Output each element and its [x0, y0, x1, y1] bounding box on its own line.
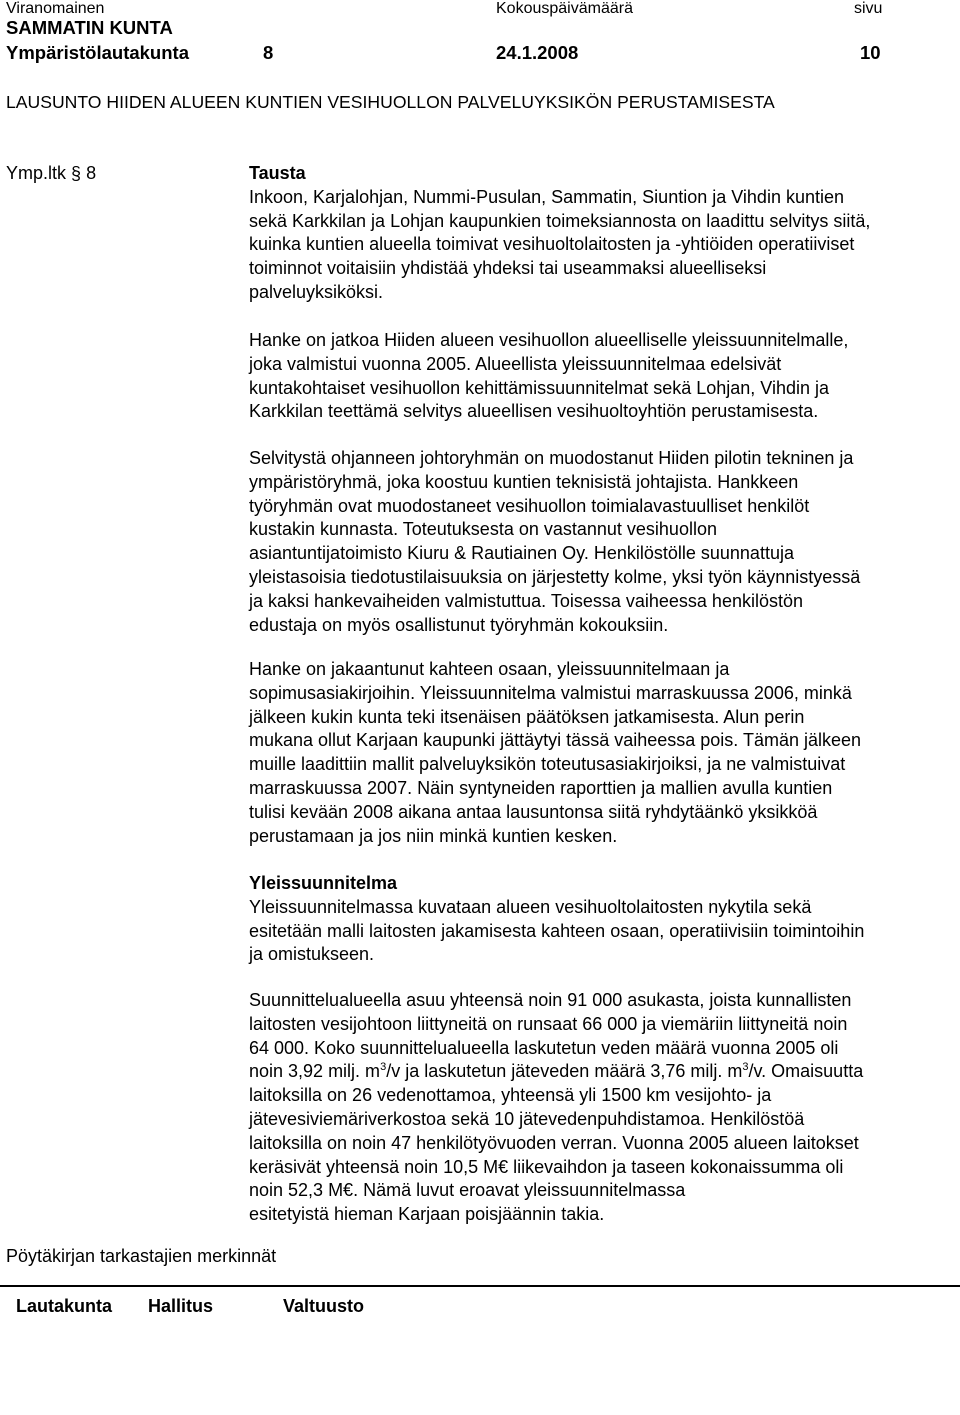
header-section-number: 8 — [263, 42, 274, 63]
paragraph-line: perustamaan ja jos niin minkä kuntien kesken. — [249, 825, 618, 846]
paragraph-line: kuntakohtaiset vesihuollon kehittämissuunnitelmat sekä Lohjan, Vihdin ja — [249, 377, 830, 398]
superscript: 3 — [742, 1061, 749, 1074]
header-page-number: 10 — [860, 42, 881, 63]
header-authority-label: Viranomainen — [6, 0, 105, 17]
footer-reviewer-notes-label: Pöytäkirjan tarkastajien merkinnät — [6, 1246, 277, 1266]
paragraph-line: sekä Karkkilan ja Lohjan kaupunkien toimeksiannosta on laadittu selvitys siitä, — [249, 210, 871, 231]
paragraph-line: esitetään malli laitosten jakamisesta kahteen osaan, operatiivisiin toimintoihin — [249, 920, 865, 941]
superscript: 3 — [380, 1061, 387, 1074]
paragraph-line: Yleissuunnitelmassa kuvataan alueen vesihuoltolaitosten nykytila sekä — [249, 896, 812, 917]
paragraph-line: jälkeen kukin kunta teki itsenäisen päätöksen jatkamisesta. Alun perin — [249, 706, 805, 727]
header-date-label: Kokouspäivämäärä — [496, 0, 633, 17]
section-yleissuunnitelma — [249, 872, 955, 967]
paragraph-line: jätevesiviemäriverkostoa sekä 10 jätevedenpuhdistamoa. Henkilöstöä — [249, 1108, 805, 1129]
paragraph-line: laitoksilla on noin 47 henkilötyövuoden verran. Vuonna 2005 alueen laitokset — [249, 1132, 859, 1153]
paragraph-line: muille laadittiin mallit palveluyksikön toteutusasiakirjoiksi, ja ne valmistuivat — [249, 754, 846, 775]
footer-column-hallitus: Hallitus — [148, 1296, 214, 1316]
paragraph-yleissuunnitelma-2 — [249, 989, 955, 1227]
paragraph-line: asiantuntijatoimisto Kiuru & Rautiainen Oy. Henkilöstölle suunnattuja — [249, 543, 794, 564]
paragraph-line: tulisi kevään 2008 aikana antaa lausuntonsa siitä ryhdytäänkö yksikköä — [249, 801, 818, 822]
section-tausta — [249, 162, 955, 305]
paragraph-line: yleistasoisia tiedotustilaisuuksia on järjestetty kolme, yksi työn käynnistyessä — [249, 566, 861, 587]
paragraph-line: esitetyistä hieman Karjaan poisjäännin takia. — [249, 1204, 605, 1225]
reference-prefix: Ymp.ltk — [6, 163, 67, 183]
paragraph-line: toiminnot voitaisiin yhdistää yhdeksi tai useammaksi alueelliseksi — [249, 258, 767, 279]
text-run: /v ja laskutetun jäteveden määrä 3,76 milj. m — [386, 1061, 743, 1082]
paragraph-line — [249, 1060, 955, 1084]
section-heading-yleissuunnitelma: Yleissuunnitelma — [249, 873, 398, 893]
section-reference — [6, 163, 96, 184]
paragraph-line: palveluyksiköksi. — [249, 281, 384, 302]
reference-number: 8 — [86, 163, 97, 183]
paragraph-line: 64 000. Koko suunnittelualueella laskutetun veden määrä vuonna 2005 oli — [249, 1037, 839, 1058]
paragraph-tausta-3 — [249, 447, 955, 637]
paragraph-line: noin 52,3 M€. Nämä luvut eroavat yleissuunnitelmassa — [249, 1180, 686, 1201]
header-organization: SAMMATIN KUNTA — [6, 17, 173, 38]
paragraph-line: Karkkilan teettämä selvitys alueellisen vesihuoltoyhtiön perustamisesta. — [249, 401, 819, 422]
paragraph-tausta-2 — [249, 329, 955, 424]
text-run: noin 3,92 milj. m — [249, 1061, 381, 1082]
footer-column-valtuusto: Valtuusto — [283, 1296, 365, 1316]
section-symbol: § — [71, 162, 82, 184]
footer-column-lautakunta: Lautakunta — [16, 1296, 113, 1316]
section-heading-tausta: Tausta — [249, 163, 306, 183]
paragraph-line: ja kaksi hankevaiheiden valmistuttua. Toisessa vaiheessa henkilöstön — [249, 590, 803, 611]
paragraph-line: mukana ollut Karjaan kaupunki jättäytyi tässä vaiheessa pois. Tämän jälkeen — [249, 730, 862, 751]
paragraph-line: keräsivät yhteensä noin 10,5 M€ liikevaihdon ja taseen kokonaissumma oli — [249, 1156, 844, 1177]
paragraph-line: joka valmistui vuonna 2005. Alueellista yleissuunnitelmaa edelsivät — [249, 353, 782, 374]
header-board: Ympäristölautakunta — [6, 42, 189, 63]
paragraph-line: Hanke on jatkoa Hiiden alueen vesihuollon alueelliselle yleissuunnitelmalle, — [249, 330, 849, 350]
header-meeting-date: 24.1.2008 — [496, 42, 579, 63]
paragraph-line: Suunnittelualueella asuu yhteensä noin 91 000 asukasta, joista kunnallisten — [249, 990, 852, 1010]
paragraph-line: kuinka kuntien alueella toimivat vesihuoltolaitosten ja -yhtiöiden operatiiviset — [249, 234, 855, 255]
paragraph-line: Inkoon, Karjalohjan, Nummi-Pusulan, Sammatin, Siuntion ja Vihdin kuntien — [249, 186, 844, 207]
header-page-label: sivu — [854, 0, 883, 17]
paragraph-line: Hanke on jakaantunut kahteen osaan, yleissuunnitelmaan ja — [249, 659, 730, 679]
text-run: /v. Omaisuutta — [748, 1061, 864, 1082]
paragraph-line: laitoksilla on 26 vedenottamoa, yhteensä yli 1500 km vesijohto- ja — [249, 1085, 772, 1106]
paragraph-line: sopimusasiakirjoihin. Yleissuunnitelma valmistui marraskuussa 2006, minkä — [249, 682, 852, 703]
paragraph-line: edustaja on myös osallistunut työryhmän kokouksiin. — [249, 614, 669, 635]
paragraph-tausta-4 — [249, 658, 955, 848]
paragraph-line: kustakin kunnasta. Toteutuksesta on vastannut vesihuollon — [249, 519, 717, 540]
paragraph-line: ja omistukseen. — [249, 944, 375, 965]
paragraph-line: marraskuussa 2007. Näin syntyneiden raporttien ja mallien avulla kuntien — [249, 777, 833, 798]
document-title: LAUSUNTO HIIDEN ALUEEN KUNTIEN VESIHUOLLON PALVELUYKSIKÖN PERUSTAMISESTA — [6, 92, 775, 112]
paragraph-line: Selvitystä ohjanneen johtoryhmän on muodostanut Hiiden pilotin tekninen ja — [249, 448, 854, 468]
paragraph-line: työryhmän ovat muodostaneet vesihuollon toimialavastuulliset henkilöt — [249, 495, 810, 516]
paragraph-line: ympäristöryhmä, joka koostuu kuntien teknisistä johtajista. Hankkeen — [249, 471, 799, 492]
footer-divider — [0, 1285, 960, 1287]
paragraph-line: laitosten vesijohtoon liittyneitä on runsaat 66 000 ja viemäriin liittyneitä noin — [249, 1013, 848, 1034]
